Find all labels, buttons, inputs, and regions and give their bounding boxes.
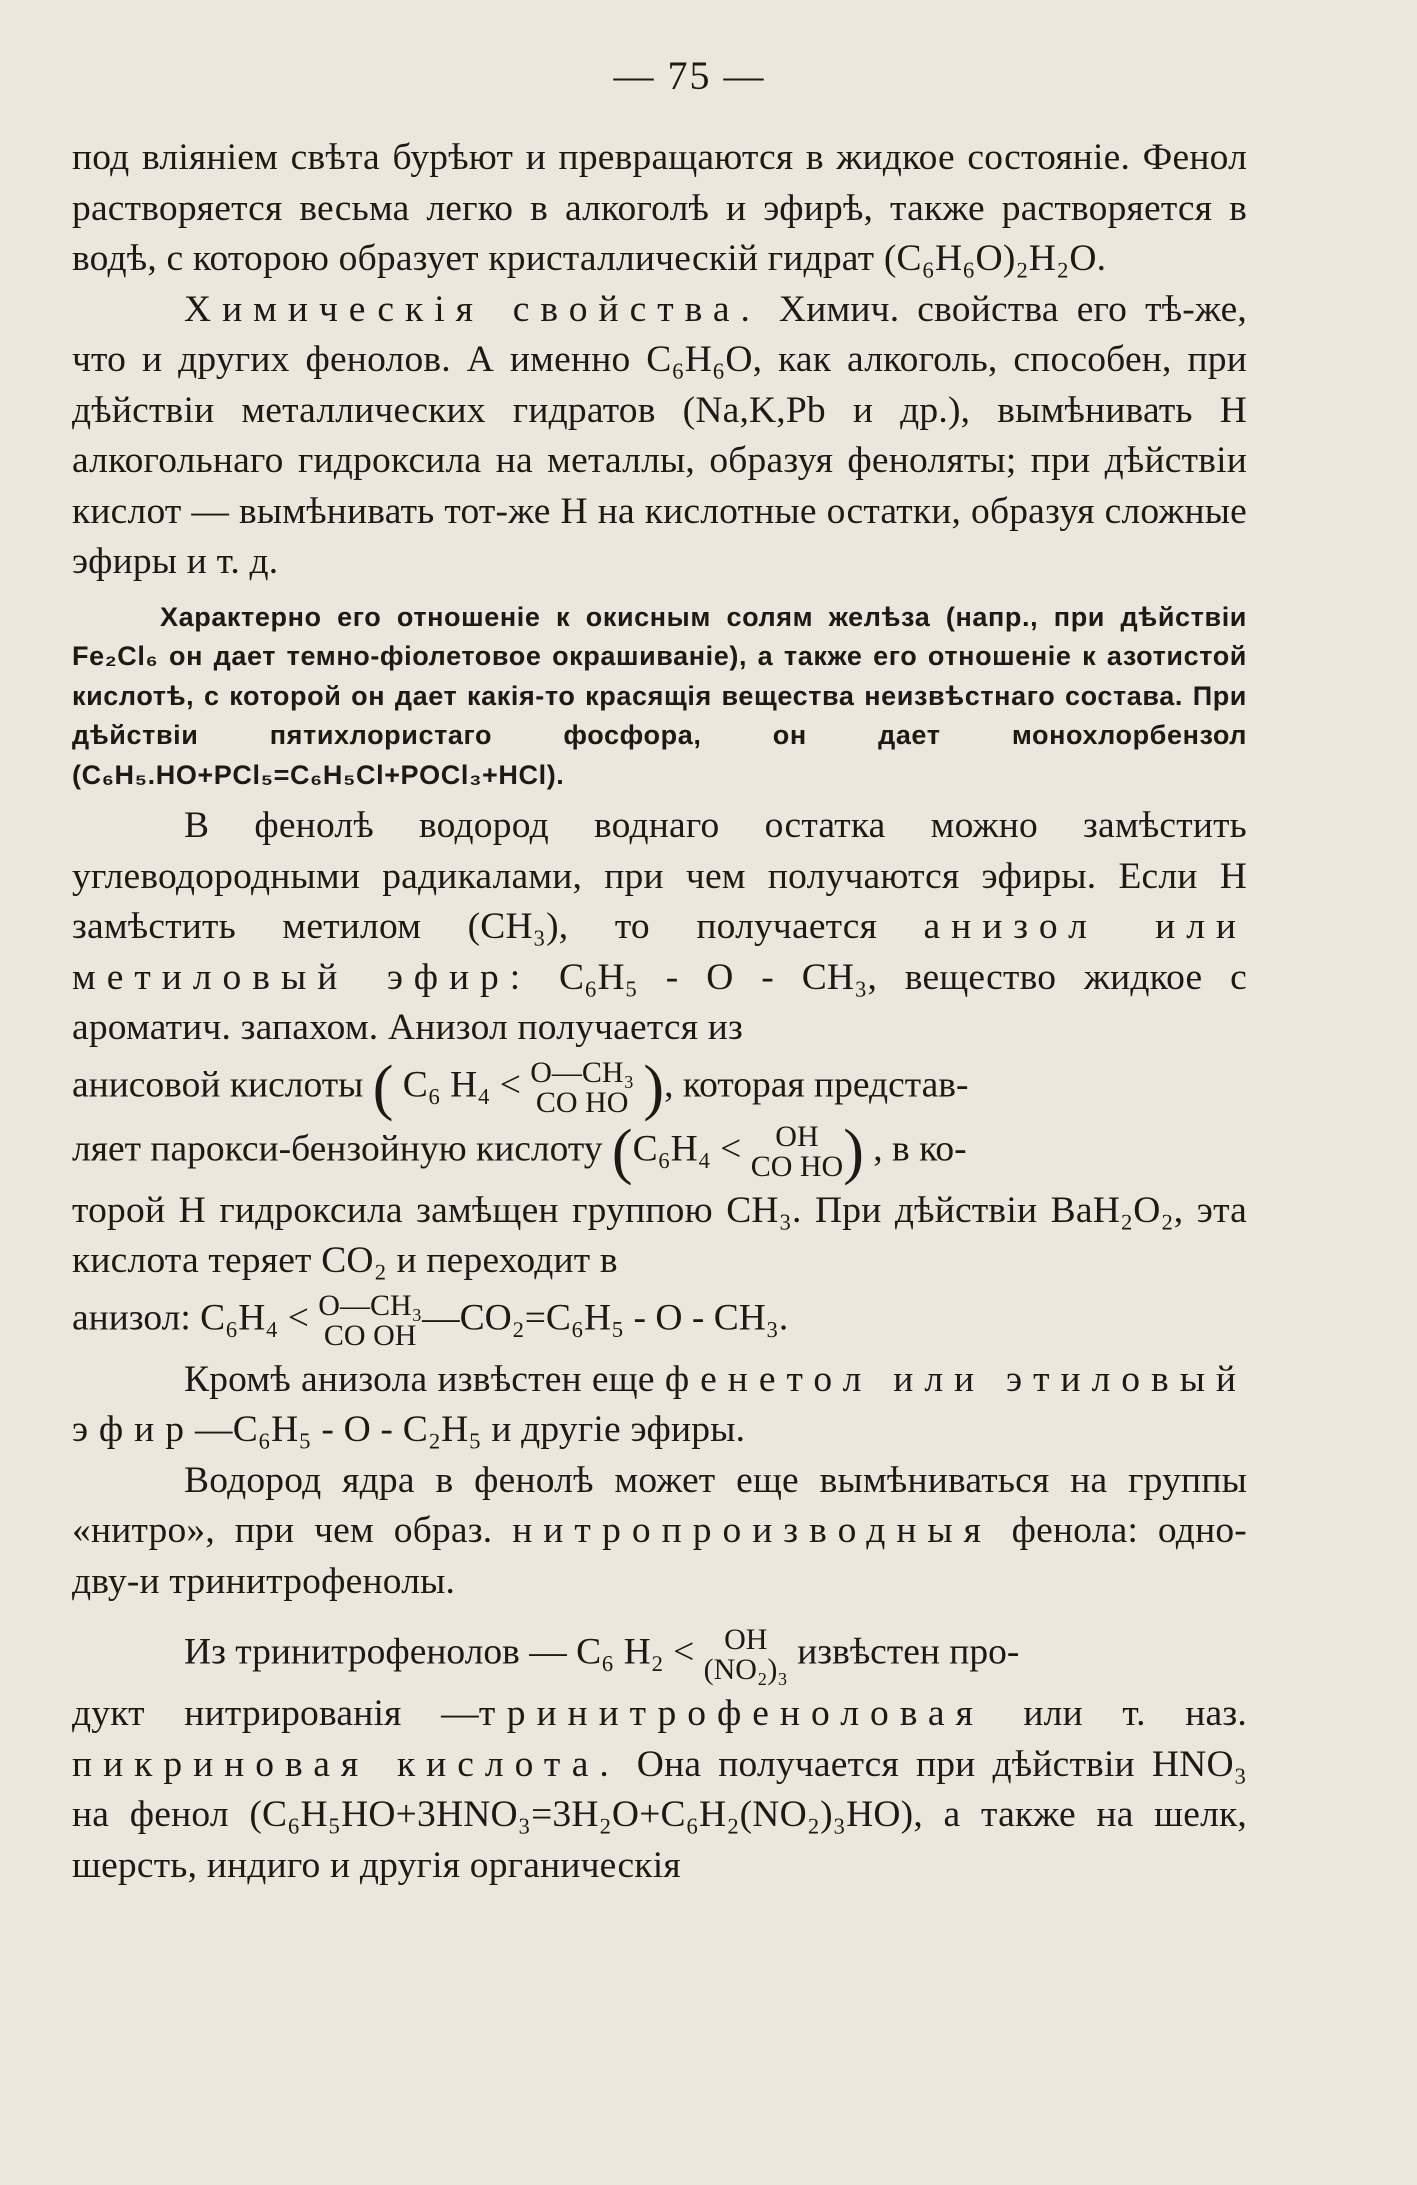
paren-open-icon: ( (611, 1117, 633, 1186)
nitro-text-a: Водород ядра в фенолѣ может еще вымѣниваться на группы «нитро», при чем образ. (72, 1459, 1247, 1551)
formula-3-core: C₆H₄ < (200, 1297, 309, 1339)
formula-4-fraction (704, 1625, 788, 1685)
formula-3-top: O—CH₃ (318, 1288, 423, 1322)
ethers-text-a: В фенолѣ водород воднаго остатка можно замѣстить углеводородными радикалами, при чем получаются эфиры. Если H замѣстить метилом (CH₃), то получается (72, 805, 1247, 947)
term-phenetole: фенетол или этиловый эфир (72, 1358, 1247, 1450)
formula-4-tail: извѣстен про- (797, 1631, 1020, 1673)
formula-anisic-acid (72, 1053, 1247, 1122)
formula-2-core: C₆H₄ < (632, 1128, 742, 1170)
paragraph-hydroxyl-substitution: торой H гидроксила замѣщен группою CH₃. При дѣйствіи BaH₂O₂, эта кислота теряет CO₂ и переходит в (72, 1189, 1247, 1281)
formula-paraoxybenzoic-acid (72, 1117, 1247, 1186)
paren-close-icon: ) (843, 1117, 864, 1186)
term-nitro-derivatives: нитропроизводныя (512, 1510, 992, 1551)
formula-1-fraction (530, 1055, 635, 1119)
paragraph-chemical-properties (72, 285, 1247, 588)
picric-text-a: дукт нитрированія — (72, 1693, 479, 1734)
formula-trinitrophenol (72, 1625, 1247, 1685)
picric-text-mid: или т. наз. (1023, 1693, 1247, 1734)
paren-open-icon: ( (372, 1053, 394, 1122)
formula-4-lead: Из тринитрофенолов — C₆ H₂ < (184, 1631, 695, 1673)
phenetole-text-b: —C₆H₅ - O - C₂H₅ и другіе эфиры. (195, 1409, 746, 1450)
formula-4-bottom: (NO₂)₃ (703, 1653, 788, 1686)
formula-2-tail: , в ко- (873, 1128, 967, 1170)
term-picric-acid: пикриновая кислота. (72, 1743, 620, 1785)
formula-2-bottom: CO HO (750, 1149, 844, 1183)
term-trinitrophenol: тринитрофеноловая (478, 1693, 984, 1734)
picric-text-b: Она получается при дѣйствіи HNO₃ на фенол (C₆H₅HO+3HNO₃=3H₂O+C₆H₂(NO₂)₃HO), а также на шелк, шерсть, индиго и другія органическія (72, 1743, 1247, 1886)
formula-3-lead: анизол: (72, 1297, 191, 1339)
formula-1-bottom: CO HO (535, 1085, 629, 1119)
ethers-text-b: C₆H₅ - O - CH₃, вещество жидкое с ароматич. запахом. Анизол получается из (72, 956, 1247, 1048)
formula-3-bottom: CO OH (323, 1318, 417, 1352)
formula-2-fraction (750, 1119, 844, 1183)
formula-1-top: O—CH₃ (530, 1055, 635, 1089)
formula-1-lead: анисовой кислоты (72, 1064, 364, 1106)
formula-2-top: OH (775, 1119, 819, 1153)
paren-close-icon: ) (643, 1053, 665, 1122)
small-print-note: Характерно его отношеніе к окисным солям желѣза (напр., при дѣйствіи Fe₂Cl₆ он дает темно-фіолетовое окрашиваніе), а также его отношеніе к азотистой кислотѣ, с которой он дает какія-то красящія вещества неизвѣстнаго состава. При дѣйствіи пятихлористаго фосфора, он дает монохлорбензол (C₆H₅.HO+PCl₅=C₆H₅Cl+POCl₃+HCl). (72, 601, 1247, 790)
paragraph-picric-acid (72, 1689, 1247, 1891)
paragraph-phenol-solubility: под вліяніем свѣта бурѣют и превращаются в жидкое состояніе. Фенол растворяется весьма легко в алкоголѣ и эфирѣ, также растворяется в водѣ, с которою образует кристаллическій гидрат (C₆H₆O)₂H₂O. (72, 137, 1247, 279)
formula-3-tail: —CO₂=C₆H₅ - O - CH₃. (422, 1297, 789, 1339)
chemical-properties-text: Химич. свойства его тѣ-же, что и других фенолов. А именно C₆H₆O, как алкоголь, способен, при дѣйствіи металлических гидратов (Na,K,Pb и др.), вымѣнивать H алкогольнаго гидроксила на металлы, образуя феноляты; при дѣйствіи кислот — вымѣнивать тот-же H на кислотные остатки, образуя сложные эфиры и т. д. (72, 288, 1248, 582)
formula-anisole-reaction (72, 1288, 1247, 1352)
formula-2-lead: ляет парокси-бензойную кислоту (72, 1128, 603, 1170)
nitro-text-b: фенола: одно-дву-и тринитрофенолы. (72, 1510, 1247, 1602)
paragraph-phenetole (72, 1355, 1247, 1456)
page-number: — 75 — (613, 53, 766, 98)
paragraph-ethers (72, 801, 1247, 1054)
section-heading-chemical-properties: Химическія свойства. (184, 288, 761, 330)
formula-1-tail: , которая представ- (664, 1064, 969, 1106)
formula-1-core: C₆ H₄ < (402, 1064, 521, 1106)
term-anisole: анизол или метиловый эфир: (72, 906, 1247, 998)
paragraph-nitro-derivatives (72, 1456, 1247, 1608)
formula-4-top: OH (724, 1623, 768, 1656)
formula-3-fraction (318, 1288, 423, 1352)
phenetole-text-a: Кромѣ анизола извѣстен еще (184, 1358, 655, 1400)
